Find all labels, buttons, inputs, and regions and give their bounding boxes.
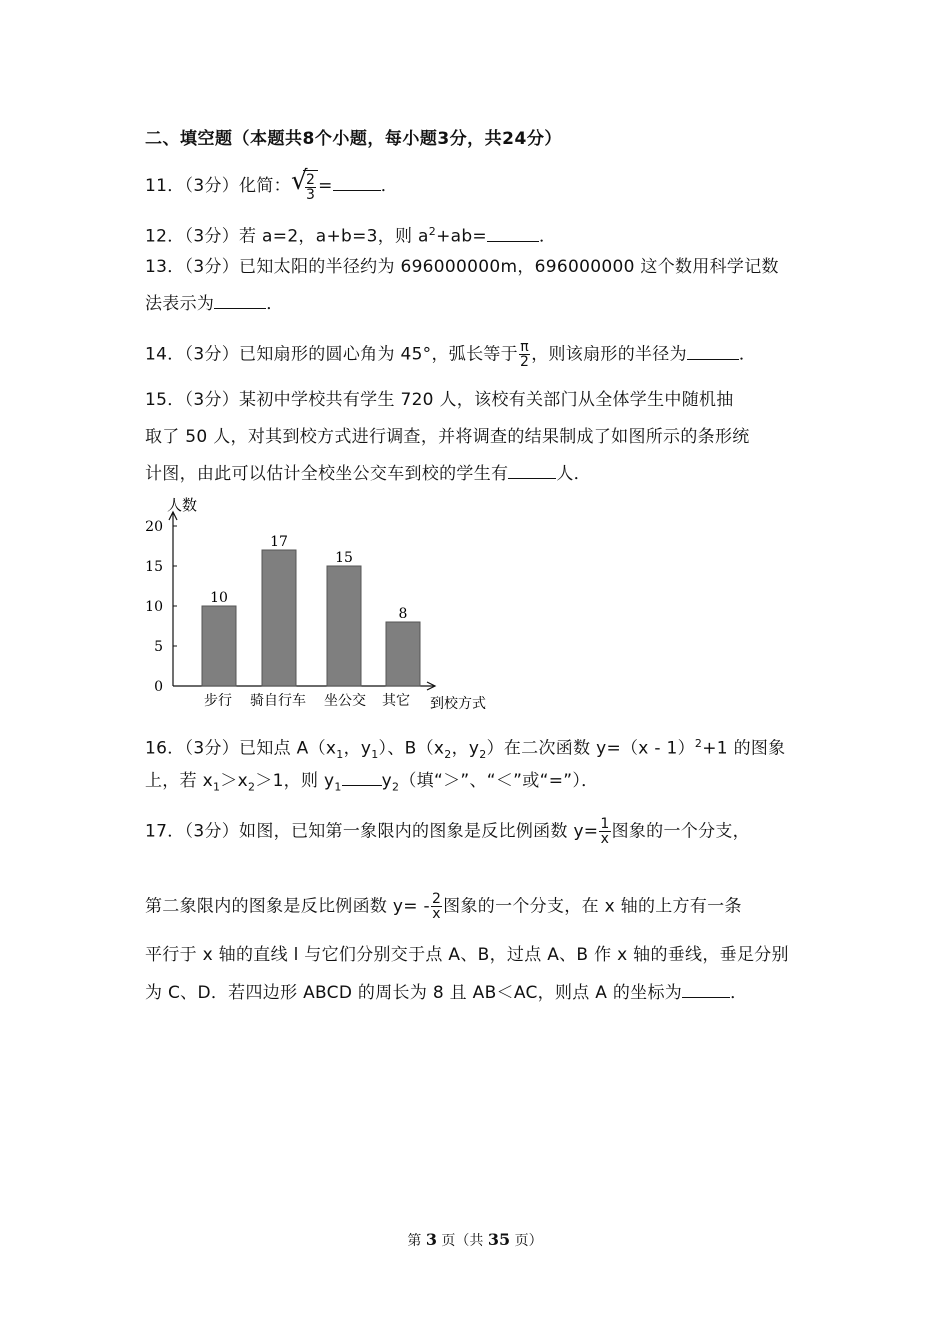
q13-text: 法表示为	[145, 294, 215, 314]
question-16-line2	[145, 769, 598, 799]
question-17-line2	[145, 892, 742, 921]
q17-text: 17．（3分）如图，已知第一象限内的图象是反比例函数 y=	[145, 821, 599, 842]
q16-sub: 1	[334, 780, 342, 794]
q12-sup: 2	[428, 225, 437, 238]
q12-mid: +ab=	[436, 226, 487, 247]
footer-text: 页）	[510, 1233, 543, 1249]
q16-text: 上，若 x	[145, 771, 213, 791]
bar	[327, 566, 361, 686]
question-12	[145, 220, 556, 249]
q17-text: 第二象限内的图象是反比例函数 y= -	[145, 896, 430, 917]
total-pages: 35	[487, 1230, 511, 1249]
data-label: 10	[210, 590, 228, 606]
q12-end: ．	[538, 226, 557, 247]
page-number: 3	[425, 1230, 437, 1249]
question-13-line2	[145, 292, 284, 316]
question-15-line2: 取了 50 人，对其到校方式进行调查，并将调查的结果制成了如图所示的条形统	[145, 427, 750, 447]
data-label: 17	[270, 534, 288, 550]
q11-text: 11．（3分）化简：	[145, 176, 291, 196]
answer-blank	[487, 225, 539, 242]
q16-sup: 2	[694, 737, 703, 750]
q16-sub: 2	[479, 748, 487, 762]
question-17-line1	[145, 817, 750, 846]
question-17-line3: 平行于 x 轴的直线 l 与它们分别交于点 A、B，过点 A、B 作 x 轴的垂线，垂足分别	[145, 945, 789, 965]
y-tick-label: 15	[145, 559, 163, 575]
q16-text: ）在二次函数 y=（x - 1）	[486, 738, 695, 759]
q16-sub: 1	[371, 748, 379, 762]
q16-text: （填“＞”、“＜”或“=”）．	[399, 771, 599, 791]
q14-denominator: 2	[519, 354, 530, 370]
sqrt-expression	[290, 166, 318, 203]
q16-text: +1 的图象	[702, 738, 786, 759]
data-label: 8	[398, 606, 408, 622]
question-14	[145, 340, 756, 369]
q17-frac1-num: 1	[600, 816, 610, 832]
category-label: 骑自行车	[250, 693, 306, 709]
q14-numerator: π	[520, 339, 529, 355]
q11-end: ．	[380, 176, 399, 196]
q17-end: ．	[730, 983, 748, 1003]
bar	[202, 606, 236, 686]
q17-text: 图象的一个分支，	[611, 821, 750, 842]
answer-blank	[682, 981, 730, 998]
q14-end: ．	[738, 344, 757, 365]
q14-text: 14．（3分）已知扇形的圆心角为 45°，弧长等于	[145, 344, 518, 365]
y-tick-label: 20	[145, 519, 163, 535]
answer-blank	[508, 462, 556, 479]
q16-text: ＞1，则 y	[255, 771, 335, 791]
category-label: 坐公交	[324, 693, 366, 709]
category-label: 其它	[382, 693, 410, 709]
y-tick-label: 5	[154, 639, 163, 655]
q11-numerator: 2	[305, 172, 316, 188]
category-label: 步行	[204, 693, 232, 709]
answer-blank	[214, 292, 266, 309]
x-axis-label: 到校方式	[430, 696, 486, 712]
q16-sub: 1	[336, 748, 344, 762]
q16-sub: 2	[444, 748, 452, 762]
y-tick-label: 0	[154, 679, 163, 695]
q16-text: ）、B（x	[378, 738, 445, 759]
question-11	[145, 166, 399, 203]
q16-text: y	[381, 771, 393, 791]
q16-sub: 1	[212, 780, 221, 794]
answer-blank	[687, 343, 739, 360]
data-label: 15	[335, 550, 353, 566]
q17-frac1-den: x	[600, 831, 610, 847]
page-footer	[0, 1230, 950, 1250]
bar	[386, 622, 420, 686]
answer-blank	[333, 174, 381, 191]
radical-sign: √	[290, 166, 308, 196]
answer-blank	[342, 769, 382, 786]
q13-end: ．	[266, 294, 284, 314]
q17-frac2-num: 2	[431, 891, 442, 907]
bar-chart	[140, 494, 510, 716]
q14-suffix: ，则该扇形的半径为	[531, 344, 687, 365]
q16-text: 16．（3分）已知点 A（x	[145, 738, 337, 759]
section-title: 二、填空题（本题共8个小题，每小题3分，共24分）	[145, 129, 562, 149]
question-13-line1: 13．（3分）已知太阳的半径约为 696000000m，696000000 这个数用科学记数	[145, 257, 779, 277]
q16-text: ＞x	[220, 771, 248, 791]
q16-sub: 2	[247, 780, 256, 794]
q17-text: 为 C、D．若四边形 ABCD 的周长为 8 且 AB＜AC，则点 A 的坐标为	[145, 983, 683, 1003]
q16-text: ，y	[451, 738, 480, 759]
question-16-line1	[145, 732, 785, 767]
bar	[262, 550, 296, 686]
q11-denominator: 3	[305, 187, 316, 203]
y-tick-label: 10	[145, 599, 163, 615]
footer-text: 页（共	[436, 1233, 488, 1249]
question-17-line4	[145, 981, 747, 1005]
q17-frac2-den: x	[432, 906, 441, 922]
q15-suffix: 人．	[556, 464, 591, 484]
q17-text: 图象的一个分支，在 x 轴的上方有一条	[443, 896, 742, 917]
q11-equals: =	[318, 176, 333, 196]
question-15-line3	[145, 462, 591, 486]
q16-sub: 2	[392, 780, 400, 794]
footer-text: 第	[407, 1233, 426, 1249]
q16-text: ，y	[343, 738, 372, 759]
q12-text: 12．（3分）若 a=2，a+b=3，则 a	[145, 226, 429, 247]
y-axis-label: 人数	[167, 496, 198, 514]
question-15-line1: 15．（3分）某初中学校共有学生 720 人，该校有关部门从全体学生中随机抽	[145, 390, 734, 410]
q15-text: 计图，由此可以估计全校坐公交车到校的学生有	[145, 464, 509, 484]
